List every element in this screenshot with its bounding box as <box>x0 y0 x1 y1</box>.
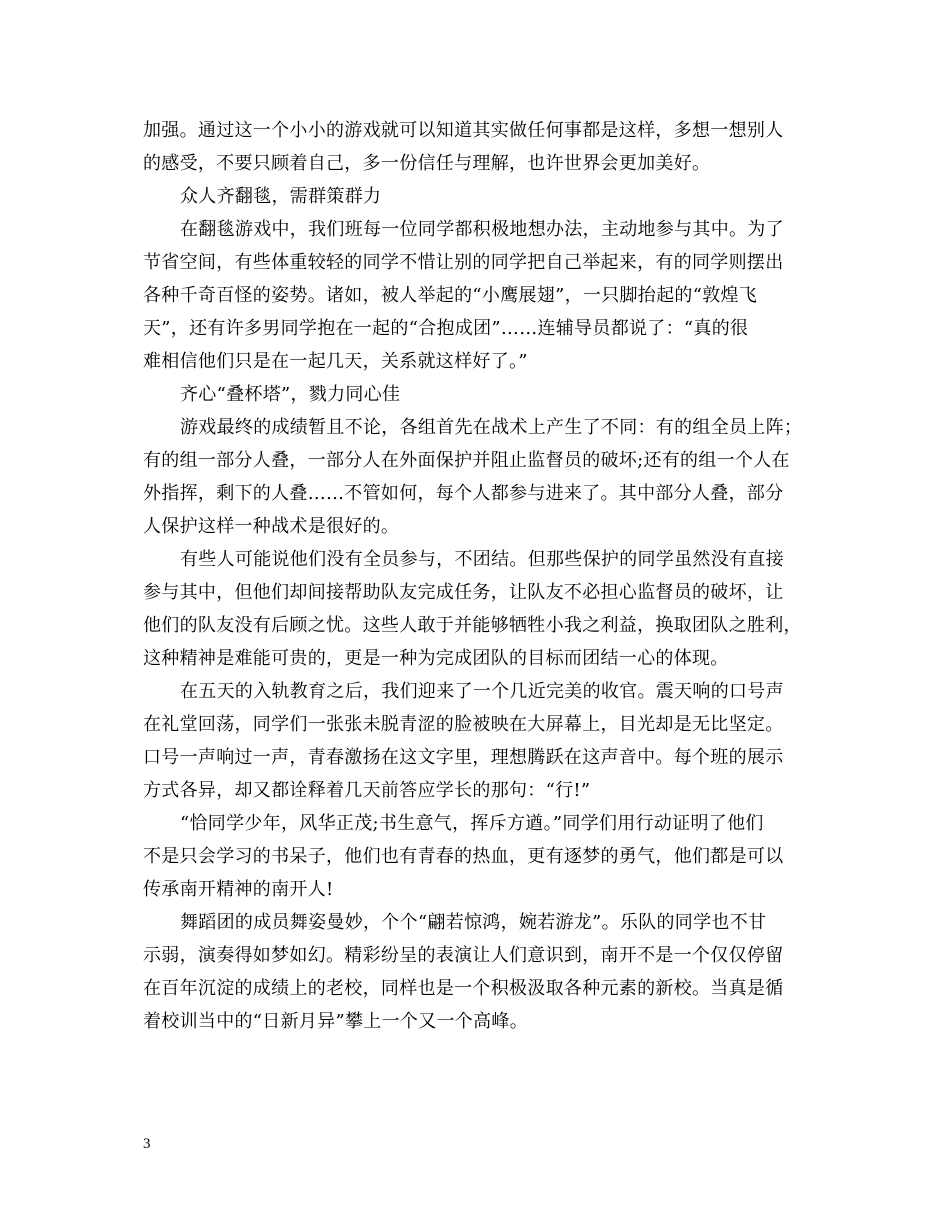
text-line: 在百年沉淀的成绩上的老校，同样也是一个积极汲取各种元素的新校。当真是循 <box>143 978 784 999</box>
page-body-text <box>143 114 807 1038</box>
text-line: 难相信他们只是在一起几天，关系就这样好了。” <box>143 351 528 372</box>
text-line: 在礼堂回荡，同学们一张张未脱青涩的脸被映在大屏幕上，目光却是无比坚定。 <box>143 714 784 735</box>
text-line: 各种千奇百怪的姿势。诸如，被人举起的“小鹰展翅”，一只脚抬起的“敦煌飞 <box>143 285 758 306</box>
text-line: “恰同学少年，风华正茂;书生意气，挥斥方遒。”同学们用行动证明了他们 <box>180 813 764 834</box>
text-line: 在五天的入轨教育之后，我们迎来了一个几近完美的收官。震天响的口号声 <box>180 681 784 702</box>
text-line: 不是只会学习的书呆子，他们也有青春的热血，更有逐梦的勇气，他们都是可以 <box>143 846 784 867</box>
text-line: 参与其中，但他们却间接帮助队友完成任务，让队友不必担心监督员的破坏，让 <box>143 582 784 603</box>
text-line: 众人齐翻毯，需群策群力 <box>180 186 382 207</box>
text-line: 示弱，演奏得如梦如幻。精彩纷呈的表演让人们意识到，南开不是一个仅仅停留 <box>143 945 784 966</box>
text-line: 在翻毯游戏中，我们班每一位同学都积极地想办法，主动地参与其中。为了 <box>180 219 784 240</box>
text-line: 口号一声响过一声，青春激扬在这文字里，理想腾跃在这声音中。每个班的展示 <box>143 747 784 768</box>
page-number: 3 <box>143 1136 151 1152</box>
text-line: 他们的队友没有后顾之忧。这些人敢于并能够牺牲小我之利益，换取团队之胜利， <box>143 615 802 636</box>
text-line: 这种精神是难能可贵的，更是一种为完成团队的目标而团结一心的体现。 <box>143 648 729 669</box>
text-line: 加强。通过这一个小小的游戏就可以知道其实做任何事都是这样，多想一想别人 <box>143 120 784 141</box>
text-line: 有的组一部分人叠，一部分人在外面保护并阻止监督员的破坏;还有的组一个人在 <box>143 450 790 471</box>
text-line: 舞蹈团的成员舞姿曼妙，个个“翩若惊鸿，婉若游龙”。乐队的同学也不甘 <box>180 912 767 933</box>
text-line: 节省空间，有些体重较轻的同学不惜让别的同学把自己举起来，有的同学则摆出 <box>143 252 784 273</box>
text-line: 传承南开精神的南开人! <box>143 879 334 900</box>
text-line: 天”，还有许多男同学抱在一起的“合抱成团”……连辅导员都说了：“真的很 <box>143 318 749 339</box>
text-line: 游戏最终的成绩暂且不论，各组首先在战术上产生了不同：有的组全员上阵； <box>180 417 803 438</box>
text-line: 方式各异，却又都诠释着几天前答应学长的那句：“行!” <box>143 780 591 801</box>
text-line: 齐心“叠杯塔”，戮力同心佳 <box>180 384 401 405</box>
text-line: 着校训当中的“日新月异”攀上一个又一个高峰。 <box>143 1011 529 1032</box>
text-line: 人保护这样一种战术是很好的。 <box>143 516 400 537</box>
text-line: 的感受，不要只顾着自己，多一份信任与理解，也许世界会更加美好。 <box>143 153 711 174</box>
text-line: 外指挥，剩下的人叠……不管如何，每个人都参与进来了。其中部分人叠，部分 <box>143 483 784 504</box>
text-line: 有些人可能说他们没有全员参与，不团结。但那些保护的同学虽然没有直接 <box>180 549 784 570</box>
